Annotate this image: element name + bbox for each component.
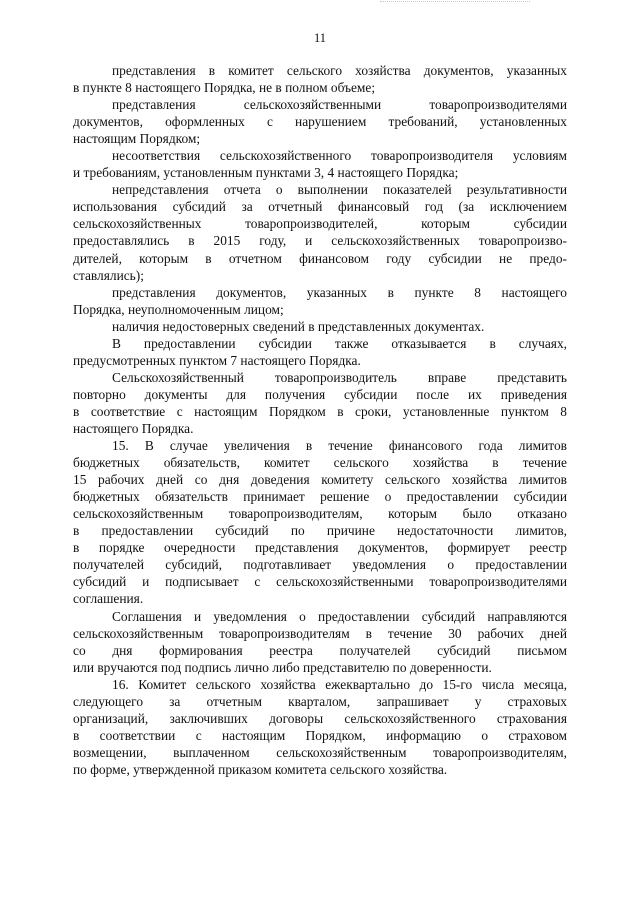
text-line: повторно документы для получения субсидии после их приведения [73, 386, 567, 402]
text-line: сельскохозяйственных товаропроизводителей, которым субсидии [73, 216, 567, 232]
text-line: организаций, заключивших договоры сельскохозяйственного страхования [73, 710, 567, 726]
text-line: получателей субсидий, подготавливает уведомления о предоставлении [73, 557, 567, 573]
text-line: со дня формирования реестра получателей субсидий письмом [73, 642, 567, 658]
text-line: возмещении, выплаченном сельскохозяйственным товаропроизводителям, [73, 744, 567, 760]
text-line: следующего за отчетным кварталом, запрашивает у страховых [73, 693, 567, 709]
text-line: 15 рабочих дней со дня доведения комитету сельского хозяйства лимитов [73, 472, 567, 488]
text-line: представления в комитет сельского хозяйства документов, указанных [112, 63, 567, 78]
text-line: в соответствии с настоящим Порядком, информацию о страховом [73, 727, 567, 743]
text-line: настоящего Порядка. [73, 420, 194, 436]
text-line: субсидий и подписывает с сельскохозяйственными товаропроизводителями [73, 574, 567, 590]
text-line: несоответствия сельскохозяйственного товаропроизводителя условиям [112, 148, 567, 164]
text-line: настоящим Порядком; [73, 131, 201, 147]
text-line: соглашения. [73, 591, 144, 607]
text-line: по форме, утвержденной приказом комитета сельского хозяйства. [73, 761, 448, 777]
document-body [73, 62, 567, 778]
text-line: представления документов, указанных в пункте 8 настоящего [112, 284, 567, 300]
text-line: в соответствие с настоящим Порядком в сроки, установленные пунктом 8 [73, 403, 567, 419]
page-number: 11 [313, 31, 327, 45]
text-line: в предоставлении субсидий по причине недостаточности лимитов, [73, 523, 567, 539]
scan-top-marks [380, 1, 530, 3]
text-line: непредставления отчета о выполнении показателей результативности [112, 182, 567, 198]
text-line: и требованиям, установленным пунктами 3, 4 настоящего Порядка; [73, 165, 459, 181]
text-line: 15. В случае увеличения в течение финансового года лимитов [112, 438, 567, 454]
text-line: в пункте 8 настоящего Порядка, не в полном объеме; [73, 80, 376, 96]
text-line: предусмотренных пунктом 7 настоящего Порядка. [73, 352, 361, 368]
text-line: использования субсидий за отчетный финансовый год (за исключением [73, 199, 567, 215]
text-line: наличия недостоверных сведений в представленных документах. [112, 318, 485, 334]
text-line: в порядке очередности представления документов, формирует реестр [73, 540, 567, 556]
text-line: сельскохозяйственным товаропроизводителям в течение 30 рабочих дней [73, 625, 567, 641]
text-line: бюджетных обязательств, комитет сельского хозяйства в течение [73, 455, 567, 471]
text-line: ставлялись); [73, 267, 144, 283]
text-line: или вручаются под подпись лично либо представителю по доверенности. [73, 659, 492, 675]
text-line: бюджетных обязательств принимает решение о предоставлении субсидии [73, 489, 567, 505]
text-line: предоставлялись в 2015 году, и сельскохозяйственных товаропроизво- [73, 233, 567, 249]
text-line: В предоставлении субсидии также отказывается в случаях, [112, 335, 567, 351]
text-line: Соглашения и уведомления о предоставлении субсидий направляются [112, 608, 567, 624]
text-line: Сельскохозяйственный товаропроизводитель вправе представить [112, 369, 567, 385]
text-line: представления сельскохозяйственными товаропроизводителями [112, 97, 567, 113]
text-line: документов, оформленных с нарушением требований, установленных [73, 114, 567, 130]
text-line: Порядка, неуполномоченным лицом; [73, 301, 284, 317]
text-line: 16. Комитет сельского хозяйства ежеквартально до 15-го числа месяца, [112, 676, 567, 692]
text-line: сельскохозяйственным товаропроизводителям, которым было отказано [73, 506, 567, 522]
text-line: дителей, которым в отчетном финансовом году субсидии не предо- [73, 250, 567, 266]
